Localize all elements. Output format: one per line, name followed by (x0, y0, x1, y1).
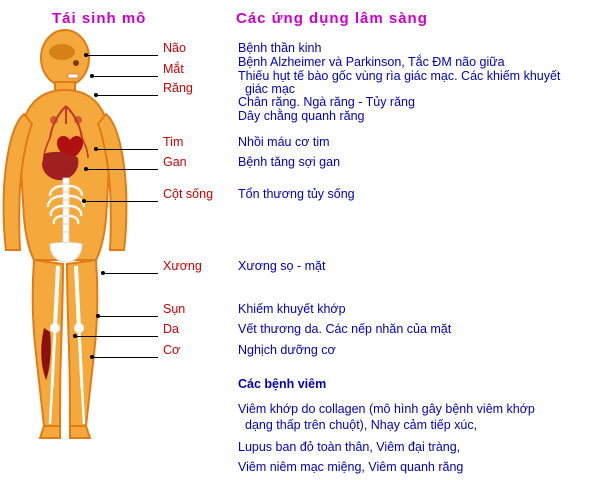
organ-brain-marker (49, 44, 75, 60)
application-text: Nhồi máu cơ tim (238, 135, 330, 149)
application-text: Khiếm khuyết khớp (238, 302, 346, 316)
application-group-heading: Các bệnh viêm (238, 377, 327, 391)
leader-dot (96, 314, 100, 318)
header-regeneration-title: Tái sinh mô (52, 10, 147, 27)
application-text: Vết thương da. Các nếp nhăn của mặt (238, 322, 452, 336)
leader-dot (84, 167, 88, 171)
leader-dot (73, 334, 77, 338)
leader-line (84, 201, 158, 202)
organ-label: Não (163, 41, 186, 55)
leader-line (92, 76, 158, 77)
organ-eye-marker (73, 60, 79, 66)
organ-teeth-marker (68, 74, 78, 78)
organ-label: Cơ (163, 343, 181, 357)
organ-label: Da (163, 322, 179, 336)
application-text: Bệnh tăng sợi gan (238, 155, 341, 169)
application-text: giác mạc (245, 82, 296, 96)
organ-label: Cột sống (163, 187, 214, 201)
organ-label: Gan (163, 155, 187, 169)
leader-line (98, 316, 158, 317)
leader-dot (90, 74, 94, 78)
application-text: Bệnh Alzheimer và Parkinson, Tắc ĐM não giữa (238, 55, 505, 69)
leader-dot (94, 93, 98, 97)
application-text: Viêm niêm mạc miệng, Viêm quanh răng (238, 460, 464, 474)
organ-label: Tim (163, 135, 184, 149)
application-text: Chân răng. Ngà răng - Tủy răng (238, 95, 415, 109)
application-text: Dây chằng quanh răng (238, 109, 365, 123)
leader-dot (90, 355, 94, 359)
organ-label: Răng (163, 81, 193, 95)
leader-line (86, 169, 158, 170)
leader-line (92, 357, 158, 358)
application-text: Thiếu hụt tế bào gốc vùng rìa giác mạc. Các khiếm khuyết (238, 69, 561, 83)
leader-line (96, 149, 158, 150)
leader-line (96, 95, 158, 96)
human-body-diagram (0, 28, 230, 448)
leader-dot (101, 271, 105, 275)
application-text: Lupus ban đỏ toàn thân, Viêm đại tràng, (238, 440, 461, 454)
leader-dot (82, 199, 86, 203)
organ-label: Xương (163, 259, 202, 273)
application-text: Tổn thương tủy sống (238, 187, 355, 201)
application-text: Nghịch dưỡng cơ (238, 343, 336, 357)
leader-dot (94, 147, 98, 151)
leader-line (103, 273, 158, 274)
organ-label: Mắt (163, 62, 184, 76)
leader-dot (84, 53, 88, 57)
leader-line (86, 55, 158, 56)
application-text: Xương sọ - mặt (238, 259, 326, 273)
header-clinical-applications-title: Các ứng dụng lâm sàng (236, 10, 428, 27)
application-text: dạng thấp trên chuột), Nhạy cảm tiếp xúc, (245, 418, 478, 432)
leader-line (75, 336, 158, 337)
application-text: Bệnh thần kinh (238, 41, 322, 55)
organ-label: Sụn (163, 302, 186, 316)
application-text: Viêm khớp do collagen (mô hình gây bệnh viêm khớp (238, 402, 535, 416)
